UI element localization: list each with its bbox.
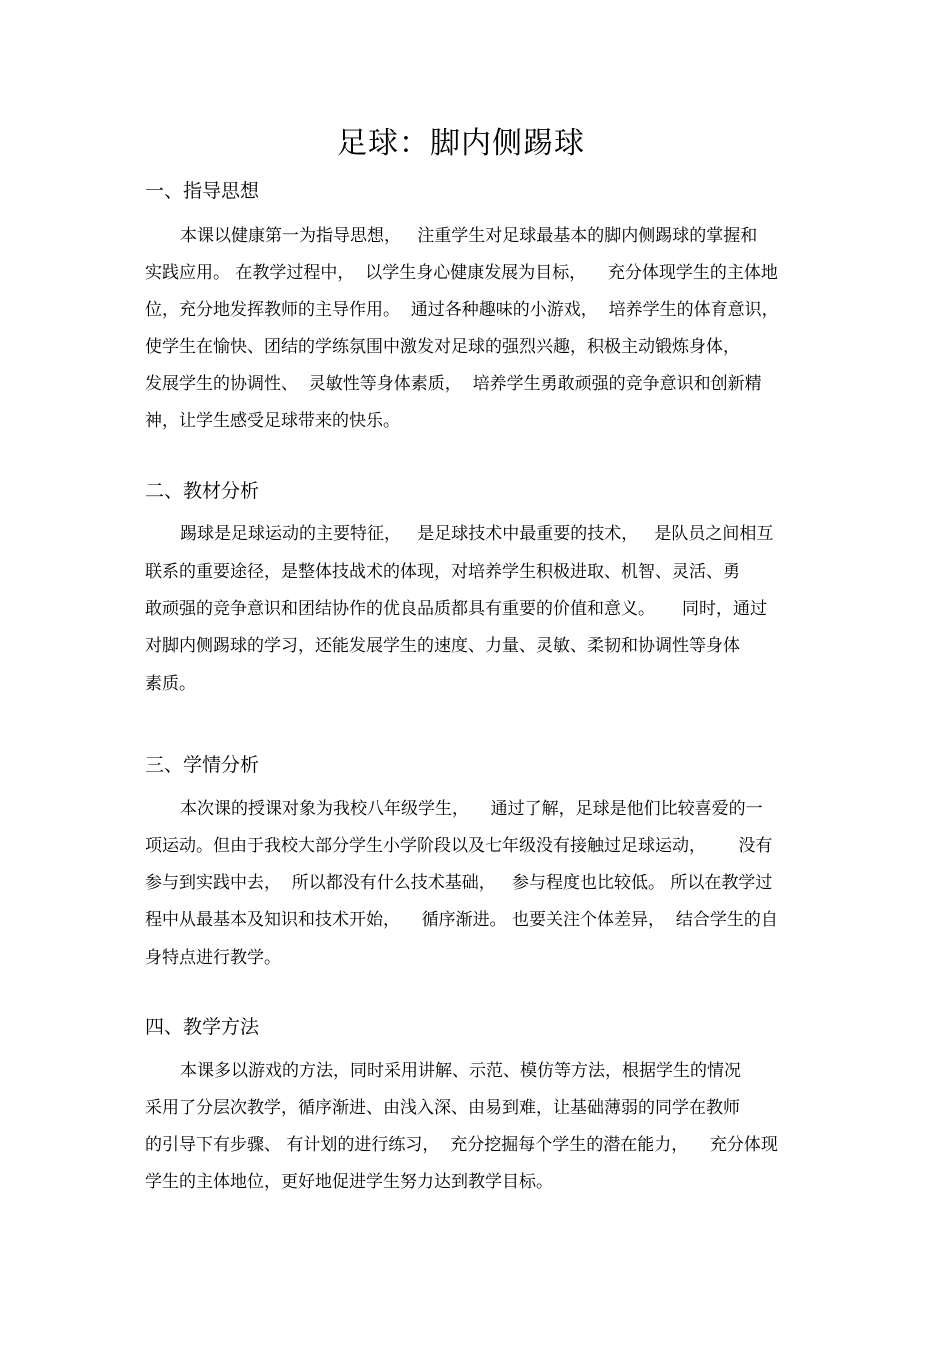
section-heading: 一、指导思想 bbox=[145, 180, 260, 202]
paragraph-line: 神，让学生感受足球带来的快乐。 bbox=[145, 411, 400, 431]
paragraph-line: 使学生在愉快、团结的学练氛围中激发对足球的强烈兴趣，积极主动锻炼身体， bbox=[145, 337, 740, 357]
paragraph-line: 项运动。但由于我校大部分学生小学阶段以及七年级没有接触过足球运动， 没有 bbox=[145, 836, 773, 856]
paragraph-line: 本课以健康第一为指导思想， 注重学生对足球最基本的脚内侧踢球的掌握和 bbox=[180, 226, 758, 246]
paragraph-line: 程中从最基本及知识和技术开始， 循序渐进。 也要关注个体差异， 结合学生的自 bbox=[145, 910, 778, 930]
paragraph-line: 本次课的授课对象为我校八年级学生， 通过了解，足球是他们比较喜爱的一 bbox=[180, 799, 763, 819]
section-heading: 四、教学方法 bbox=[145, 1016, 260, 1038]
paragraph-line: 素质。 bbox=[145, 674, 196, 694]
paragraph-line: 发展学生的协调性、 灵敏性等身体素质， 培养学生勇敢顽强的竞争意识和创新精 bbox=[145, 374, 762, 394]
paragraph-line: 学生的主体地位，更好地促进学生努力达到教学目标。 bbox=[145, 1172, 553, 1192]
paragraph-line: 踢球是足球运动的主要特征， 是足球技术中最重要的技术， 是队员之间相互 bbox=[180, 524, 774, 544]
paragraph-line: 采用了分层次教学，循序渐进、由浅入深、由易到难，让基础薄弱的同学在教师 bbox=[145, 1098, 740, 1118]
paragraph-line: 联系的重要途径，是整体技战术的体现，对培养学生积极进取、机智、灵活、勇 bbox=[145, 562, 740, 582]
paragraph-line: 的引导下有步骤、 有计划的进行练习， 充分挖掘每个学生的潜在能力， 充分体现 bbox=[145, 1135, 778, 1155]
paragraph-line: 对脚内侧踢球的学习，还能发展学生的速度、力量、灵敏、柔韧和协调性等身体 bbox=[145, 636, 740, 656]
paragraph-line: 敢顽强的竞争意识和团结协作的优良品质都具有重要的价值和意义。 同时，通过 bbox=[145, 599, 768, 619]
paragraph-line: 身特点进行教学。 bbox=[145, 948, 281, 968]
paragraph-line: 实践应用。 在教学过程中， 以学生身心健康发展为目标， 充分体现学生的主体地 bbox=[145, 263, 778, 283]
paragraph-line: 参与到实践中去， 所以都没有什么技术基础， 参与程度也比较低。 所以在教学过 bbox=[145, 873, 773, 893]
section-heading: 二、教材分析 bbox=[145, 480, 260, 502]
paragraph-line: 位，充分地发挥教师的主导作用。 通过各种趣味的小游戏， 培养学生的体育意识， bbox=[145, 300, 779, 320]
document-title: 足球：脚内侧踢球 bbox=[337, 126, 585, 161]
paragraph-line: 本课多以游戏的方法，同时采用讲解、示范、模仿等方法，根据学生的情况 bbox=[180, 1061, 741, 1081]
section-heading: 三、学情分析 bbox=[145, 754, 260, 776]
